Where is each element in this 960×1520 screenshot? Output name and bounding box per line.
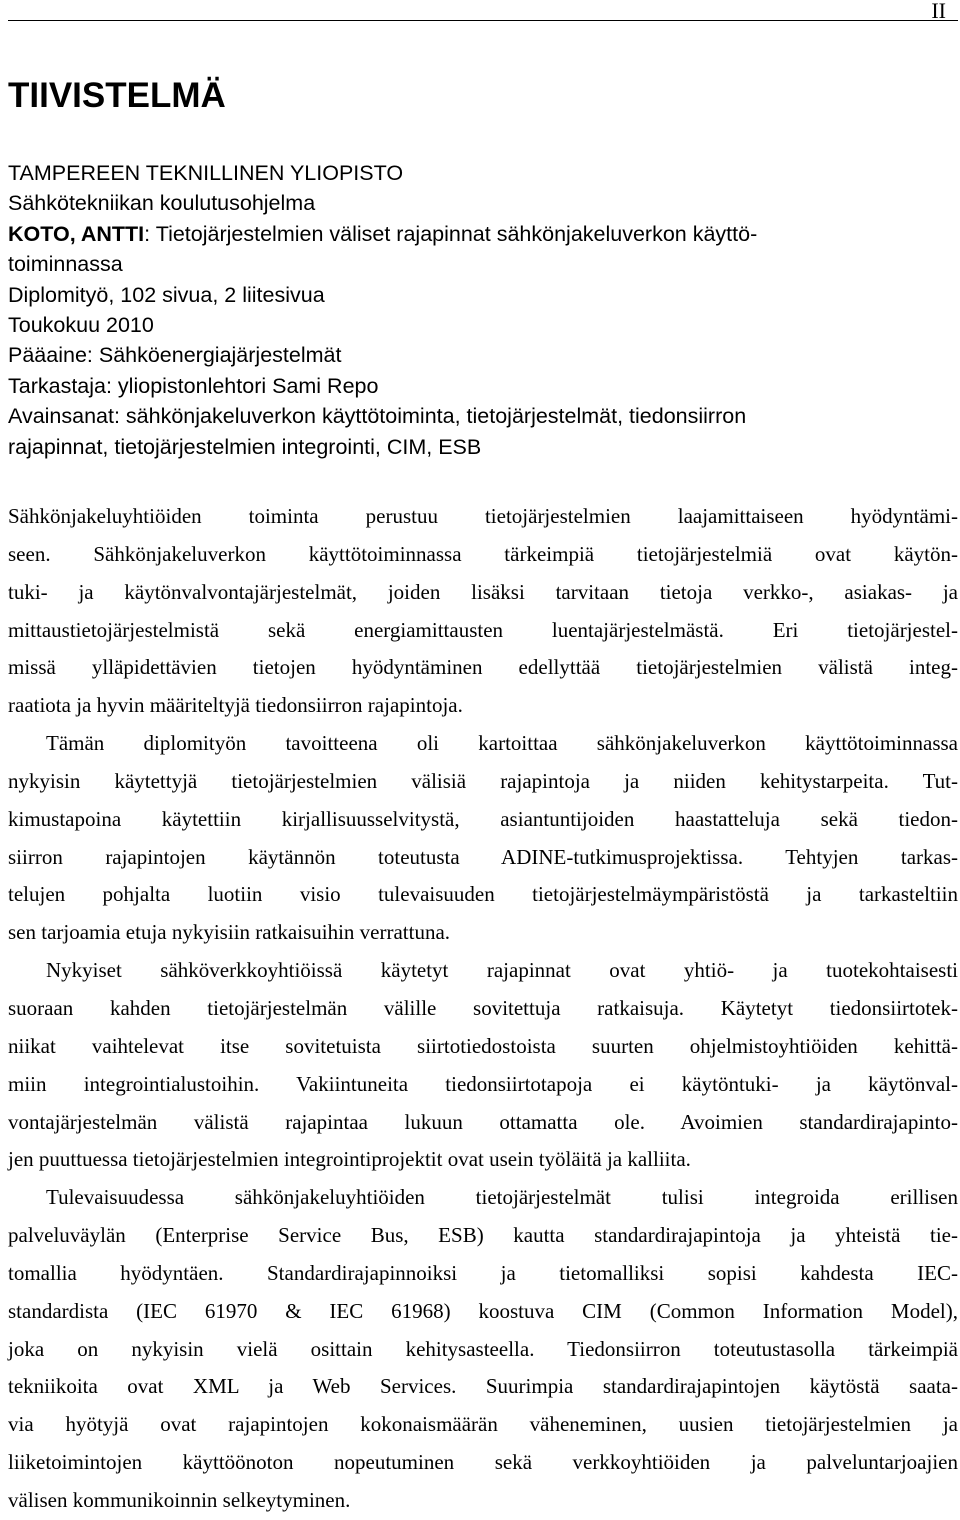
abstract-line: missä ylläpidettävien tietojen hyödyntäminen edellyttää tietojärjestelmien välistä integ-	[8, 655, 958, 680]
abstract-line: raatiota ja hyvin määriteltyjä tiedonsiirron rajapintoja.	[8, 693, 463, 718]
abstract-line: Sähkönjakeluyhtiöiden toiminta perustuu tietojärjestelmien laajamittaiseen hyödyntämi-	[8, 504, 958, 528]
examiner: Tarkastaja: yliopistonlehtori Sami Repo	[8, 373, 379, 398]
abstract-line: telujen pohjalta luotiin visio tulevaisuuden tietojärjestelmäympäristöstä ja tarkasteltiin	[8, 882, 958, 907]
thesis-date: Toukokuu 2010	[8, 313, 154, 338]
abstract-line: niikat vaihtelevat itse sovitetuista siirtotiedostoista suurten ohjelmistoyhtiöiden kehittä-	[8, 1033, 958, 1058]
author-name: KOTO, ANTTI	[8, 221, 145, 246]
abstract-line: miin integrointialustoihin. Vakiintuneita tiedonsiirtotapoja ei käytöntuki- ja käytönval-	[8, 1071, 958, 1096]
abstract-line: tekniikoita ovat XML ja Web Services. Suurimpia standardirajapintojen käytöstä saata-	[8, 1374, 958, 1399]
abstract-line: Tämän diplomityön tavoitteena oli kartoittaa sähkönjakeluverkon käyttötoiminnassa	[46, 731, 958, 756]
abstract-line: välisen kommunikoinnin selkeytyminen.	[8, 1487, 351, 1512]
abstract-line: standardista (IEC 61970 & IEC 61968) koostuva CIM (Common Information Model),	[8, 1298, 958, 1323]
abstract-line: sen tarjoamia etuja nykyisiin ratkaisuihin verrattuna.	[8, 920, 451, 945]
page-title: TIIVISTELMÄ	[8, 76, 226, 115]
abstract-line: tuki- ja käytönvalvontajärjestelmät, joiden lisäksi tarvitaan tietoja verkko-, asiakas- ja	[8, 579, 958, 604]
abstract-line: joka on nykyisin vielä osittain kehitysasteella. Tiedonsiirron toteutustasolla tärkeimpiä	[8, 1336, 958, 1361]
abstract-line: siirron rajapintojen käytännön toteutusta ADINE-tutkimusprojektissa. Tehtyjen tarkas-	[8, 844, 958, 869]
author-and-title	[8, 219, 958, 249]
keywords: Avainsanat: sähkönjakeluverkon käyttötoiminta, tietojärjestelmät, tiedonsiirron	[8, 404, 747, 429]
page-number: II	[931, 0, 946, 23]
abstract-line: seen. Sähkönjakeluverkon käyttötoiminnassa tärkeimpiä tietojärjestelmiä ovat käytön-	[8, 541, 958, 566]
degree-programme: Sähkötekniikan koulutusohjelma	[8, 191, 316, 216]
abstract-line: nykyisin käytettyjä tietojärjestelmien välisiä rajapintoja ja niiden kehitystarpeita. Tut-	[8, 768, 958, 793]
abstract-line: mittaustietojärjestelmistä sekä energiamittausten luentajärjestelmästä. Eri tietojärjestel-	[8, 617, 958, 642]
university-name: TAMPEREEN TEKNILLINEN YLIOPISTO	[8, 161, 404, 185]
thesis-info: Diplomityö, 102 sivua, 2 liitesivua	[8, 282, 325, 307]
abstract-body	[8, 498, 958, 1520]
abstract-line: tomallia hyödyntäen. Standardirajapinnoiksi ja tietomalliksi sopisi kahdesta IEC-	[8, 1260, 958, 1285]
abstract-line: jen puuttuessa tietojärjestelmien integrointiprojektit ovat usein työläitä ja kalliita.	[8, 1147, 691, 1172]
thesis-metadata	[8, 158, 958, 462]
header-rule	[8, 20, 958, 21]
abstract-line: suoraan kahden tietojärjestelmän välille sovitettuja ratkaisuja. Käytetyt tiedonsiirtotek-	[8, 995, 958, 1020]
abstract-line: via hyötyjä ovat rajapintojen kokonaismäärän väheneminen, uusien tietojärjestelmien ja	[8, 1412, 958, 1437]
keywords-continued: rajapinnat, tietojärjestelmien integrointi, CIM, ESB	[8, 434, 482, 459]
abstract-line: liiketoimintojen käyttöönoton nopeutuminen sekä verkkoyhtiöiden ja palveluntarjoajien	[8, 1450, 958, 1475]
thesis-title: : Tietojärjestelmien väliset rajapinnat sähkönjakeluverkon käyttö-	[144, 221, 758, 246]
major-subject: Pääaine: Sähköenergiajärjestelmät	[8, 343, 342, 368]
abstract-line: Nykyiset sähköverkkoyhtiöissä käytetyt rajapinnat ovat yhtiö- ja tuotekohtaisesti	[46, 958, 958, 983]
abstract-line: palveluväylän (Enterprise Service Bus, ESB) kautta standardirajapintoja ja yhteistä tie-	[8, 1223, 958, 1248]
abstract-line: kimustapoina käytettiin kirjallisuusselvitystä, asiantuntijoiden haastatteluja sekä tiedon-	[8, 806, 958, 831]
abstract-line: Tulevaisuudessa sähkönjakeluyhtiöiden tietojärjestelmät tulisi integroida erillisen	[46, 1185, 958, 1210]
abstract-line: vontajärjestelmän välistä rajapintaa lukuun ottamatta ole. Avoimien standardirajapinto-	[8, 1109, 958, 1134]
thesis-title-continued: toiminnassa	[8, 252, 123, 277]
